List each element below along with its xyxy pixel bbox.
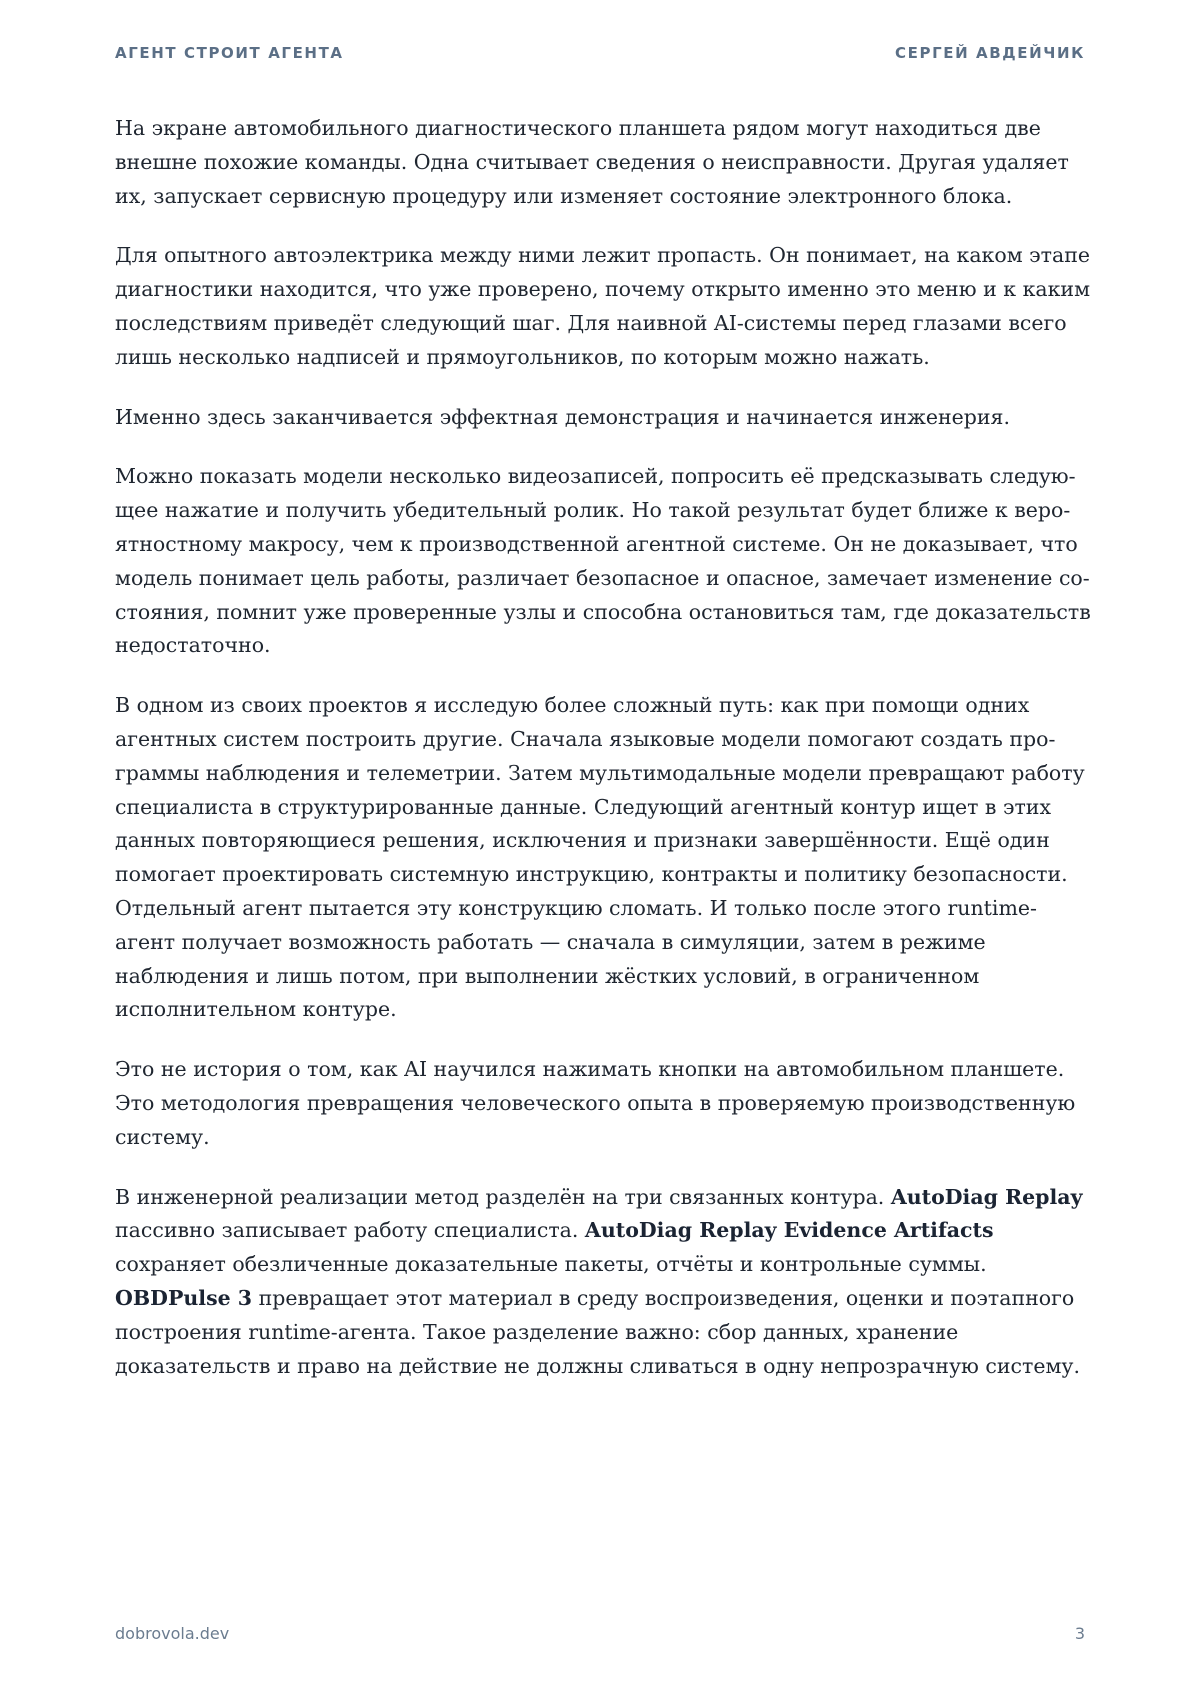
- product-name: AutoDiag Replay: [890, 1184, 1083, 1209]
- paragraph: Можно показать модели несколько видеозаписей, попросить её предсказывать следующее нажатие и получить убедительный ролик. Но такой результат будет ближе к вероятностному макросу, чем к производственной агентной системе. Он не доказывает, что модель понимает цель работы, различает безопасное и опасное, замечает изменение состояния, помнит уже проверенные узлы и способна остановиться там, где доказательств недостаточно.: [115, 464, 1091, 658]
- body-text: [115, 112, 1091, 1409]
- author-name: СЕРГЕЙ АВДЕЙЧИК: [895, 44, 1085, 62]
- running-footer: [115, 1624, 1085, 1643]
- paragraph: Именно здесь заканчивается эффектная демонстрация и начинается инженерия.: [115, 404, 1010, 429]
- running-header: [115, 44, 1085, 62]
- product-name: OBDPulse 3: [115, 1285, 253, 1310]
- page-number: 3: [1074, 1624, 1085, 1643]
- paragraph: Для опытного автоэлектрика между ними лежит пропасть. Он понимает, на каком этапе диагностики находится, что уже проверено, почему открыто именно это меню и к каким последствиям приведёт следующий шаг. Для наивной AI-системы перед глазами всего лишь несколько надписей и прямоугольников, по которым можно нажать.: [115, 243, 1091, 369]
- paragraph-products: [115, 1181, 1091, 1384]
- product-name: AutoDiag Replay Evidence Artifacts: [584, 1218, 994, 1243]
- text-run: превращает этот материал в среду воспроизведения, оценки и поэтапного построения runtime-агента. Такое разделение важно: сбор данных, хранение доказательств и право на действие не должны сливаться в одну непрозрачную систему.: [115, 1285, 1081, 1378]
- paragraph: На экране автомобильного диагностического планшета рядом могут находиться две внешне похожие команды. Одна считывает сведения о неисправности. Другая удаляет их, запускает сервисную процедуру или изменяет состояние электронного блока.: [115, 116, 1069, 208]
- text-run: В инженерной реализации метод разделён на три связанных контура.: [115, 1184, 891, 1209]
- document-title: АГЕНТ СТРОИТ АГЕНТА: [115, 44, 344, 62]
- text-run: сохраняет обезличенные доказательные пакеты, отчёты и контрольные суммы.: [115, 1252, 987, 1277]
- paragraph: Это не история о том, как AI научился нажимать кнопки на автомобильном планшете. Это методология превращения человеческого опыта в проверяемую производственную систему.: [115, 1057, 1076, 1149]
- text-run: пассивно записывает работу специалиста.: [115, 1218, 585, 1243]
- paragraph: В одном из своих проектов я исследую более сложный путь: как при помощи одних агентных систем построить другие. Сначала языковые модели помогают создать программы наблюдения и телеметрии. Затем мультимодальные модели превращают работу специалиста в структурированные данные. Следующий агентный контур ищет в этих данных повторяющиеся решения, исключения и признаки завершённости. Ещё один помогает проектировать системную инструкцию, контракты и политику безопасности. Отдельный агент пытается эту конструкцию сломать. И только после этого runtime-агент получает возможность работать — сначала в симуляции, затем в режиме наблюдения и лишь потом, при выполнении жёстких условий, в ограниченном исполнительном контуре.: [115, 693, 1085, 1022]
- footer-site: dobrovola.dev: [115, 1624, 230, 1643]
